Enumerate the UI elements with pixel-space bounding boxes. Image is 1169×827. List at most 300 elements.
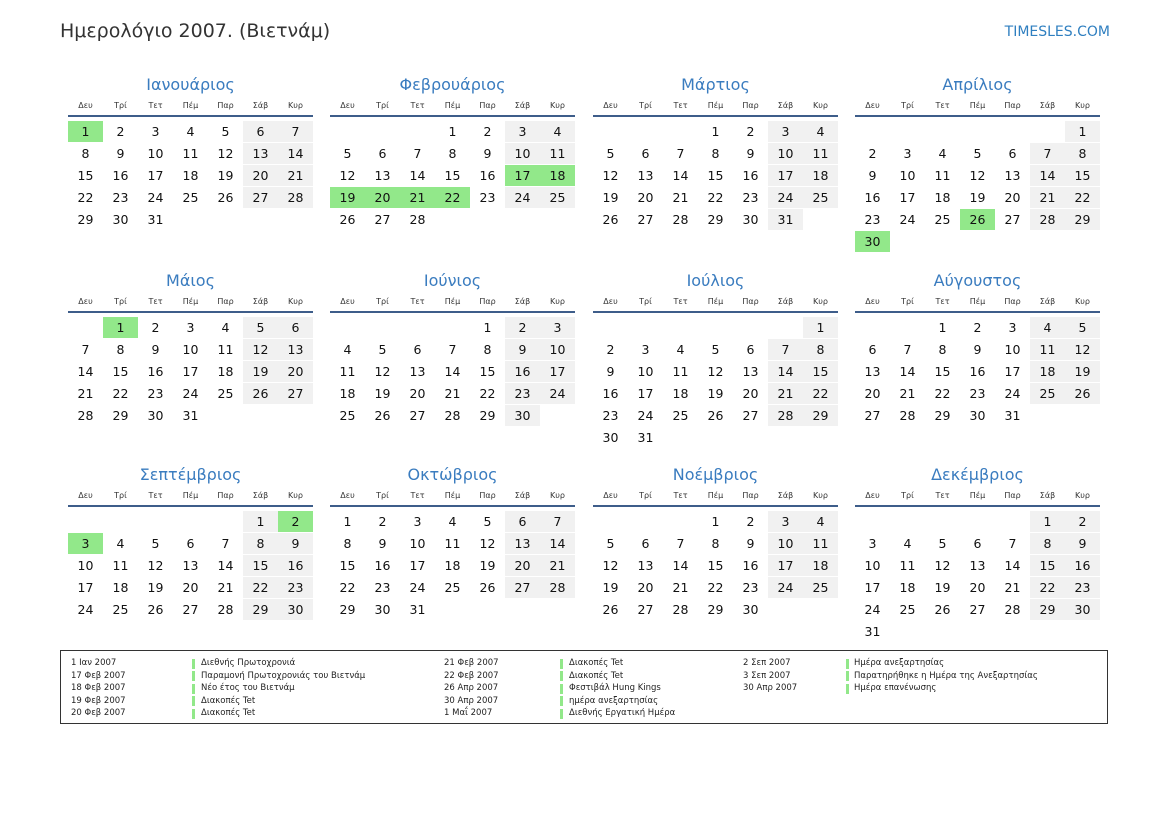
holiday-name: Ημέρα επανένωσης [854,683,937,693]
day-cell: 23 [742,580,759,595]
day-cell: 20 [969,580,986,595]
day-cell: 28 [1004,602,1021,617]
empty-cell [1030,621,1065,642]
day-cell: 31 [409,602,426,617]
day-cell: 19 [602,190,619,205]
weekday-label: Τετ [935,101,950,110]
empty-cell [470,599,505,620]
day-cell: 10 [768,143,803,164]
empty-cell [243,209,278,230]
weekday-label: Σάβ [252,101,269,110]
week-row [330,121,575,143]
empty-cell [698,427,733,448]
day-cell: 25 [112,602,129,617]
week-row [68,361,313,383]
day-cell: 14 [672,168,689,183]
day-cell: 14 [540,533,575,554]
weekday-label: Κυρ [550,491,565,500]
holiday-date: 22 Φεβ 2007 [444,670,499,681]
day-cell: 24 [768,577,803,598]
holiday-name: Παραμονή Πρωτοχρονιάς του Βιετνάμ [201,670,366,681]
day-cell: 25 [540,187,575,208]
empty-cell [278,405,313,426]
day-cell: 25 [934,212,951,227]
day-cell: 29 [707,602,724,617]
day-cell: 2 [151,320,160,335]
legend-row [61,682,1101,695]
day-cell: 17 [637,386,654,401]
weekday-label: Δευ [78,491,93,500]
day-cell: 30 [742,602,759,617]
empty-cell [925,511,960,532]
empty-cell [925,231,960,252]
day-cell: 23 [602,408,619,423]
weekday-label: Τρί [376,297,389,306]
day-cell: 5 [343,146,352,161]
day-cell: 18 [803,165,838,186]
day-cell: 7 [448,342,457,357]
weekday-label: Δευ [340,101,355,110]
day-cell: 23 [1065,577,1100,598]
day-cell: 5 [606,146,615,161]
weekday-label: Σάβ [514,101,531,110]
day-cell: 15 [934,364,951,379]
day-cell: 16 [602,386,619,401]
weekday-label: Δευ [78,101,93,110]
empty-cell [995,231,1030,252]
week-row [68,143,313,165]
holiday-day-cell: 2 [278,511,313,532]
weekday-label: Πέμ [969,297,986,306]
weekday-header [68,489,313,507]
weekday-label: Παρ [217,101,234,110]
day-cell: 7 [903,342,912,357]
day-cell: 2 [505,317,540,338]
day-cell: 5 [243,317,278,338]
day-cell: 14 [672,558,689,573]
month-calendar [68,463,313,621]
day-cell: 16 [147,364,164,379]
empty-cell [803,209,838,230]
holiday-day-cell: 17 [505,165,540,186]
empty-cell [768,599,803,620]
day-cell: 30 [969,408,986,423]
day-cell: 29 [112,408,129,423]
day-cell: 26 [602,602,619,617]
week-row [855,577,1100,599]
day-cell: 19 [243,361,278,382]
week-row [855,165,1100,187]
day-grid [855,121,1100,253]
holiday-day-cell: 30 [855,231,890,252]
empty-cell [505,599,540,620]
empty-cell [925,621,960,642]
week-row [330,599,575,621]
week-row [593,599,838,621]
holiday-name: Νέο έτος του Βιετνάμ [201,683,295,693]
empty-cell [768,427,803,448]
holiday-name: ημέρα ανεξαρτησίας [569,695,659,706]
empty-cell [855,511,890,532]
day-cell: 23 [112,190,129,205]
day-cell: 21 [1030,187,1065,208]
empty-cell [995,511,1030,532]
day-cell: 17 [77,580,94,595]
day-grid [68,511,313,621]
holiday-name: Φεστιβάλ Hung Kings [569,683,661,693]
day-cell: 29 [934,408,951,423]
day-cell: 19 [217,168,234,183]
day-cell: 1 [938,320,947,335]
day-cell: 3 [903,146,912,161]
month-calendar [68,73,313,231]
day-cell: 18 [1030,361,1065,382]
day-cell: 8 [483,342,492,357]
day-cell: 14 [77,364,94,379]
empty-cell [995,121,1030,142]
legend-row [61,657,1101,670]
empty-cell [890,511,925,532]
holiday-marker [560,709,563,719]
day-cell: 16 [864,190,881,205]
empty-cell [470,209,505,230]
day-cell: 7 [768,339,803,360]
day-cell: 22 [479,386,496,401]
month-calendar [330,269,575,427]
day-cell: 24 [899,212,916,227]
day-cell: 4 [803,121,838,142]
day-cell: 12 [479,536,496,551]
weekday-label: Κυρ [1075,297,1090,306]
weekday-label: Παρ [742,297,759,306]
day-cell: 1 [1065,121,1100,142]
day-cell: 20 [637,190,654,205]
holiday-date: 26 Απρ 2007 [444,683,499,693]
day-cell: 24 [409,580,426,595]
day-cell: 2 [868,146,877,161]
holiday-name: Διακοπές Tet [569,670,624,681]
day-cell: 13 [505,533,540,554]
day-cell: 17 [768,555,803,576]
week-row [68,511,313,533]
day-cell: 18 [217,364,234,379]
week-row [855,209,1100,231]
day-cell: 14 [768,361,803,382]
day-cell: 13 [409,364,426,379]
day-cell: 30 [602,430,619,445]
empty-cell [855,317,890,338]
day-cell: 8 [343,536,352,551]
day-cell: 16 [1065,555,1100,576]
day-cell: 22 [243,577,278,598]
day-cell: 3 [505,121,540,142]
day-cell: 14 [409,168,426,183]
month-name: Σεπτέμβριος [139,465,242,484]
day-cell: 15 [339,558,356,573]
day-cell: 26 [707,408,724,423]
day-cell: 16 [479,168,496,183]
day-cell: 1 [711,514,720,529]
day-cell: 19 [479,558,496,573]
weekday-label: Τρί [639,297,652,306]
day-cell: 31 [147,212,164,227]
week-row [593,209,838,231]
day-cell: 4 [1030,317,1065,338]
week-row [330,187,575,209]
day-cell: 10 [505,143,540,164]
day-cell: 27 [969,602,986,617]
day-cell: 26 [147,602,164,617]
day-cell: 3 [768,121,803,142]
day-cell: 21 [77,386,94,401]
day-cell: 11 [112,558,129,573]
empty-cell [890,621,925,642]
day-cell: 25 [217,386,234,401]
empty-cell [435,599,470,620]
day-cell: 8 [448,146,457,161]
day-cell: 6 [746,342,755,357]
day-cell: 3 [868,536,877,551]
day-cell: 11 [899,558,916,573]
day-cell: 5 [1065,317,1100,338]
week-row [330,405,575,427]
week-row [330,511,575,533]
day-cell: 4 [676,342,685,357]
day-cell: 10 [768,533,803,554]
empty-cell [173,511,208,532]
week-row [330,577,575,599]
weekday-label: Τρί [901,491,914,500]
weekday-label: Τετ [410,101,425,110]
day-cell: 19 [147,580,164,595]
weekday-header [593,489,838,507]
empty-cell [208,209,243,230]
weekday-label: Σάβ [1039,101,1056,110]
week-row [593,317,838,339]
weekday-label: Παρ [1004,297,1021,306]
day-cell: 21 [768,383,803,404]
day-cell: 30 [505,405,540,426]
day-grid [68,317,313,427]
weekday-header [330,295,575,313]
legend-row [61,670,1101,683]
empty-cell [890,121,925,142]
day-cell: 28 [77,408,94,423]
weekday-label: Τρί [901,297,914,306]
empty-cell [435,209,470,230]
day-cell: 2 [973,320,982,335]
day-cell: 6 [278,317,313,338]
day-cell: 2 [116,124,125,139]
day-cell: 22 [707,190,724,205]
day-cell: 13 [637,168,654,183]
day-cell: 11 [182,146,199,161]
day-cell: 8 [1065,143,1100,164]
holiday-name: Διακοπές Tet [201,708,256,718]
week-row [855,187,1100,209]
week-row [855,361,1100,383]
day-cell: 26 [934,602,951,617]
weekday-header [855,99,1100,117]
week-row [330,317,575,339]
day-cell: 18 [444,558,461,573]
day-cell: 29 [803,405,838,426]
day-cell: 28 [444,408,461,423]
empty-cell [435,317,470,338]
day-cell: 1 [483,320,492,335]
holiday-date: 21 Φεβ 2007 [444,658,499,668]
day-cell: 28 [278,187,313,208]
empty-cell [400,317,435,338]
day-cell: 22 [77,190,94,205]
day-cell: 13 [182,558,199,573]
week-row [855,621,1100,643]
month-calendar [68,269,313,427]
day-cell: 22 [112,386,129,401]
day-grid [855,511,1100,643]
day-cell: 29 [1065,209,1100,230]
empty-cell [208,405,243,426]
day-cell: 12 [217,146,234,161]
day-cell: 8 [81,146,90,161]
empty-cell [925,121,960,142]
empty-cell [208,511,243,532]
month-calendar [593,269,838,449]
weekday-label: Τρί [114,491,127,500]
empty-cell [593,317,628,338]
day-cell: 29 [479,408,496,423]
weekday-label: Τρί [639,491,652,500]
weekday-label: Σάβ [777,101,794,110]
empty-cell [628,511,663,532]
day-cell: 23 [742,190,759,205]
day-cell: 31 [864,624,881,639]
day-cell: 4 [540,121,575,142]
holiday-date: 30 Απρ 2007 [444,695,499,706]
day-cell: 28 [672,602,689,617]
day-cell: 14 [217,558,234,573]
day-cell: 16 [742,168,759,183]
day-cell: 25 [1030,383,1065,404]
day-cell: 13 [969,558,986,573]
day-cell: 3 [151,124,160,139]
day-cell: 15 [707,558,724,573]
day-cell: 5 [938,536,947,551]
day-cell: 17 [409,558,426,573]
day-cell: 12 [602,168,619,183]
day-cell: 29 [339,602,356,617]
empty-cell [173,209,208,230]
empty-cell [400,121,435,142]
day-cell: 26 [217,190,234,205]
week-row [68,121,313,143]
weekday-label: Τετ [410,297,425,306]
day-cell: 1 [343,514,352,529]
day-cell: 11 [217,342,234,357]
day-cell: 21 [672,190,689,205]
weekday-label: Δευ [340,297,355,306]
day-cell: 24 [147,190,164,205]
day-cell: 8 [803,339,838,360]
day-cell: 13 [243,143,278,164]
holiday-marker [846,684,849,694]
site-link[interactable]: TIMESLES.COM [1004,24,1110,40]
day-cell: 14 [444,364,461,379]
day-cell: 25 [803,187,838,208]
empty-cell [663,511,698,532]
day-cell: 18 [672,386,689,401]
day-cell: 3 [768,511,803,532]
weekday-label: Κυρ [288,297,303,306]
day-cell: 16 [742,558,759,573]
day-cell: 10 [899,168,916,183]
weekday-label: Κυρ [288,101,303,110]
empty-cell [628,121,663,142]
weekday-label: Κυρ [1075,101,1090,110]
day-cell: 21 [672,580,689,595]
day-cell: 23 [278,577,313,598]
day-cell: 22 [934,386,951,401]
week-row [330,143,575,165]
day-cell: 20 [243,165,278,186]
day-cell: 9 [868,168,877,183]
day-cell: 30 [374,602,391,617]
day-cell: 1 [243,511,278,532]
day-cell: 15 [112,364,129,379]
day-cell: 13 [637,558,654,573]
empty-cell [593,121,628,142]
day-cell: 25 [899,602,916,617]
day-cell: 9 [606,364,615,379]
empty-cell [505,209,540,230]
day-cell: 4 [221,320,230,335]
day-cell: 2 [606,342,615,357]
week-row [593,143,838,165]
day-cell: 20 [742,386,759,401]
day-cell: 16 [278,555,313,576]
day-cell: 2 [483,124,492,139]
holiday-name: Διακοπές Tet [201,695,256,706]
day-cell: 25 [182,190,199,205]
week-row [855,599,1100,621]
day-grid [330,317,575,427]
empty-cell [995,621,1030,642]
day-cell: 11 [934,168,951,183]
holiday-name: Ημέρα ανεξαρτησίας [854,658,945,668]
week-row [330,383,575,405]
empty-cell [540,599,575,620]
empty-cell [890,317,925,338]
weekday-label: Τετ [673,491,688,500]
day-cell: 7 [413,146,422,161]
week-row [855,511,1100,533]
day-cell: 9 [973,342,982,357]
empty-cell [803,599,838,620]
day-cell: 2 [746,124,755,139]
day-cell: 7 [676,536,685,551]
weekday-label: Κυρ [813,491,828,500]
page-title: Ημερολόγιο 2007. (Βιετνάμ) [60,20,331,42]
week-row [593,187,838,209]
day-cell: 17 [768,165,803,186]
month-name: Νοέμβριος [672,465,759,484]
day-cell: 28 [217,602,234,617]
day-cell: 1 [803,317,838,338]
week-row [68,405,313,427]
holiday-name: Παρατηρήθηκε η Ημέρα της Ανεξαρτησίας [854,670,1038,681]
week-row [855,405,1100,427]
holiday-date: 19 Φεβ 2007 [71,695,126,706]
